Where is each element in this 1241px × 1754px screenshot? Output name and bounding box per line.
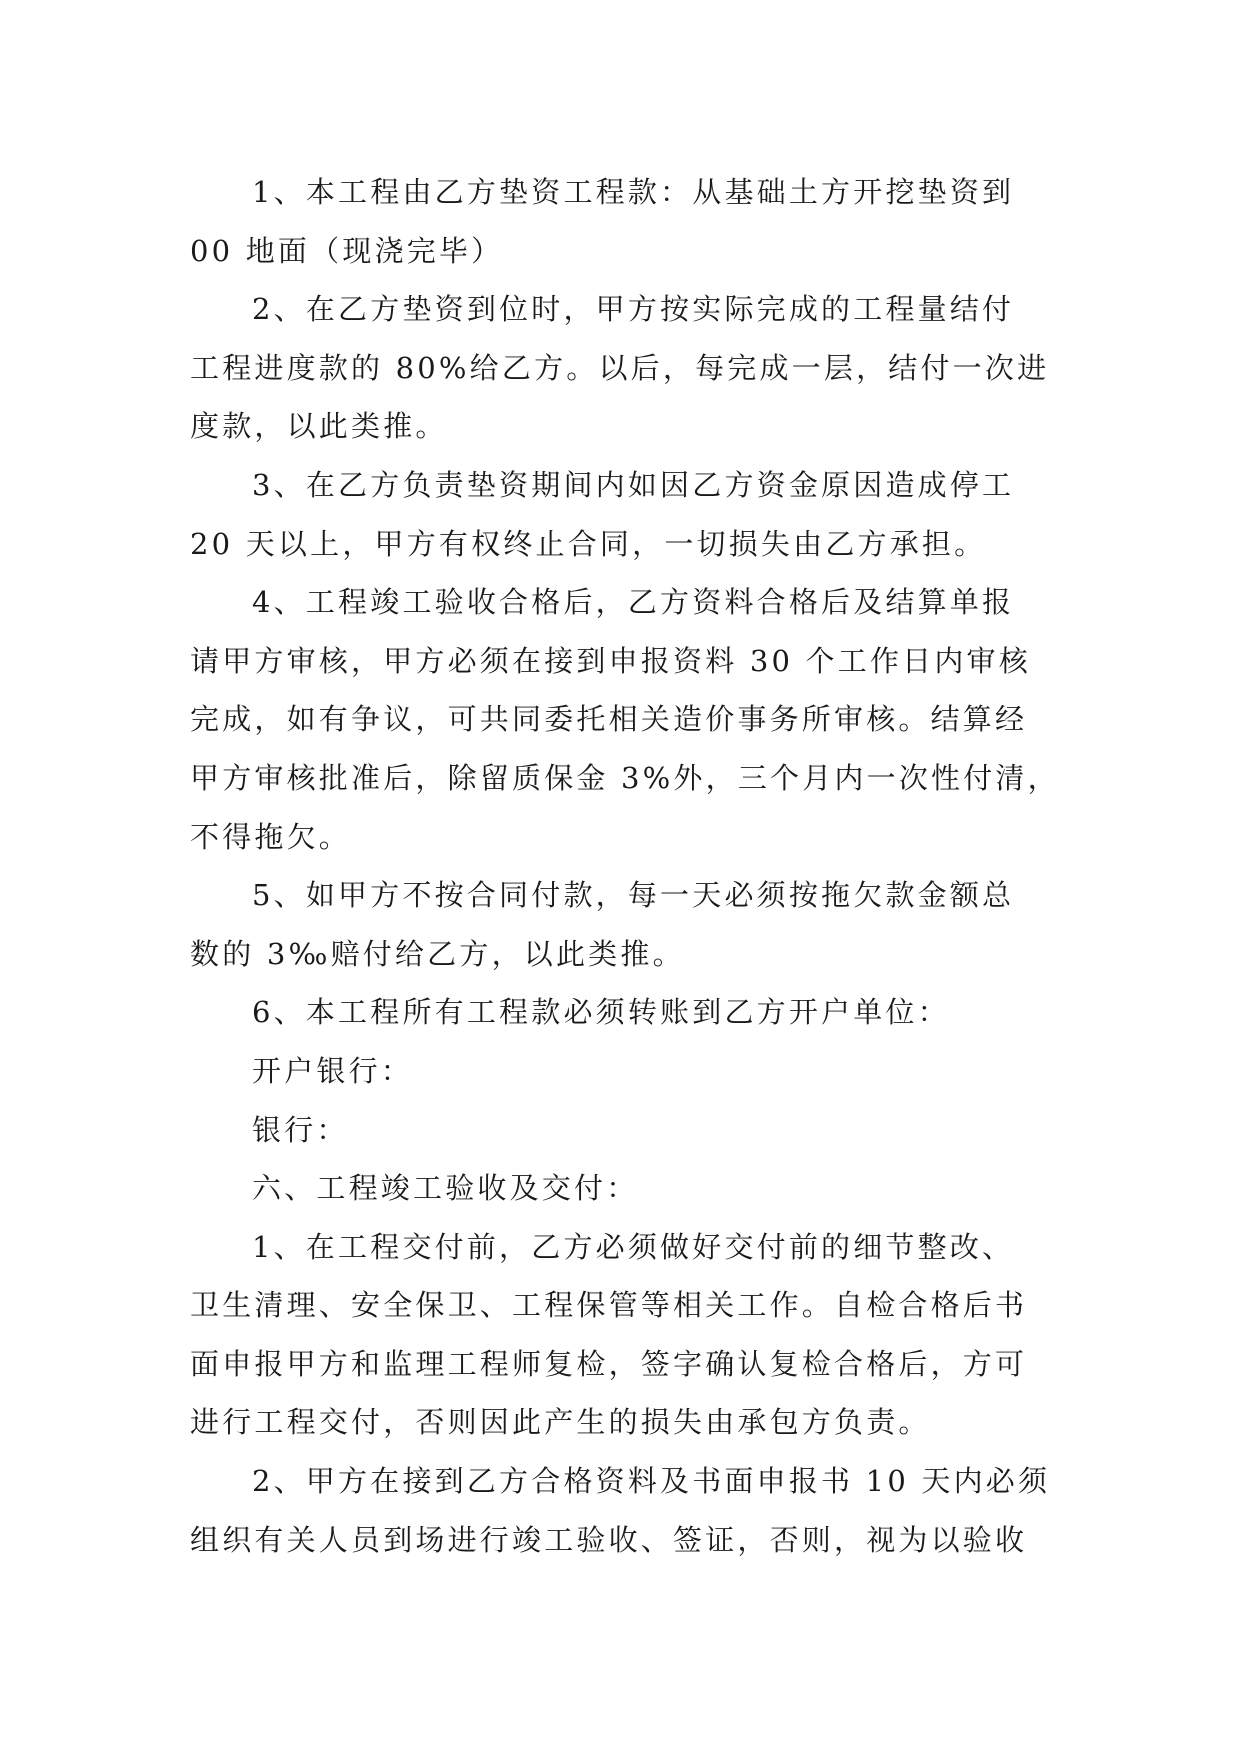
text-line: 完成，如有争议，可共同委托相关造价事务所审核。结算经: [190, 702, 1028, 737]
text-line: 1、在工程交付前，乙方必须做好交付前的细节整改、: [252, 1229, 1015, 1264]
document-body: [190, 163, 1068, 1569]
text-line: 面申报甲方和监理工程师复检，签字确认复检合格后，方可: [190, 1346, 1028, 1381]
text-line: 数的 3‰赔付给乙方，以此类推。: [190, 936, 685, 971]
text-line: 甲方审核批准后，除留质保金 3%外，三个月内一次性付清，: [190, 760, 1060, 795]
text-line: 6、本工程所有工程款必须转账到乙方开户单位：: [252, 995, 950, 1030]
text-line: 2、在乙方垫资到位时，甲方按实际完成的工程量结付: [252, 292, 1015, 327]
text-line: 组织有关人员到场进行竣工验收、签证，否则，视为以验收: [190, 1522, 1028, 1557]
text-line: 进行工程交付，否则因此产生的损失由承包方负责。: [190, 1405, 931, 1440]
text-line: 开户银行：: [252, 1053, 414, 1088]
text-line: 3、在乙方负责垫资期间内如因乙方资金原因造成停工: [252, 467, 1015, 502]
text-line: 00 地面（现浇完毕）: [190, 233, 504, 268]
text-line: 2、甲方在接到乙方合格资料及书面申报书 10 天内必须: [252, 1464, 1051, 1499]
text-line: 度款，以此类推。: [190, 409, 448, 444]
text-line: 工程进度款的 80%给乙方。以后，每完成一层，结付一次进: [190, 350, 1050, 385]
text-line: 5、如甲方不按合同付款，每一天必须按拖欠款金额总: [252, 878, 1015, 913]
section-heading: 六、工程竣工验收及交付：: [252, 1171, 639, 1206]
text-line: 1、本工程由乙方垫资工程款：从基础土方开挖垫资到: [252, 175, 1015, 209]
text-line: 20 天以上，甲方有权终止合同，一切损失由乙方承担。: [190, 526, 987, 561]
text-line: 请甲方审核，甲方必须在接到申报资料 30 个工作日内审核: [190, 643, 1031, 678]
text-line: 银行：: [252, 1112, 349, 1147]
text-line: 卫生清理、安全保卫、工程保管等相关工作。自检合格后书: [190, 1288, 1028, 1323]
text-line: 4、工程竣工验收合格后，乙方资料合格后及结算单报: [252, 585, 1015, 620]
text-line: 不得拖欠。: [190, 819, 352, 854]
